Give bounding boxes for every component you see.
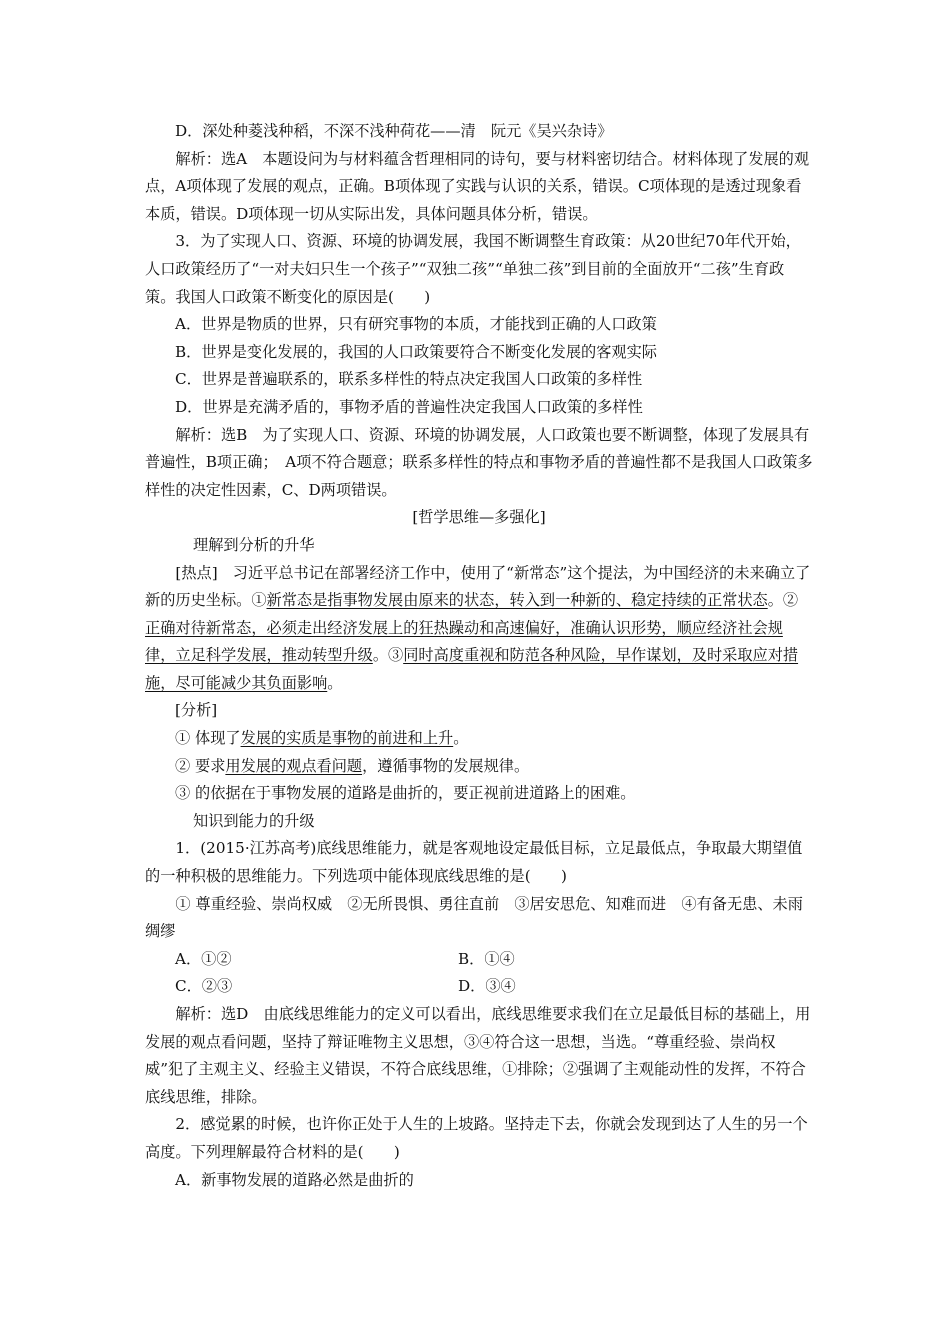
q3-option-a: A．世界是物质的世界，只有研究事物的本质，才能找到正确的人口政策 bbox=[175, 315, 657, 334]
hot-underline-3: 同时高度重视和防范各种风险，早作谋划，及时采取应对措施，尽可能减少其负面影响 bbox=[145, 646, 799, 692]
q3-stem: 3．为了实现人口、资源、环境的协调发展，我国不断调整生育政策：从20世纪70年代开始，人口政策经历了“一对夫妇只生一个孩子”“双独二孩”“单独二孩”到目前的全面放开“二孩”生育政策。我国人口政策不断变化的原因是( ) bbox=[145, 232, 801, 306]
hot-underline-1: 新常态是指事物发展由原来的状态，转入到一种新的、稳定持续的正常状态 bbox=[266, 591, 768, 610]
hot-topic-paragraph bbox=[145, 560, 813, 698]
k1-items: ① 尊重经验、崇尚权威 ②无所畏惧、勇往直前 ③居安思危、知难而进 ④有备无患、未雨绸缪 bbox=[145, 894, 803, 941]
subsection-title-2: 知识到能力的升级 bbox=[193, 811, 315, 830]
k1-options-row-2 bbox=[145, 973, 813, 1001]
analysis-item-2-pre: ② 要求 bbox=[175, 756, 226, 775]
q2-option-d: D．深处种菱浅种稻，不深不浅种荷花——清 阮元《吴兴杂诗》 bbox=[175, 122, 613, 140]
hot-mid-1: 。② bbox=[767, 591, 799, 610]
hot-end: 。 bbox=[327, 673, 343, 692]
analysis-item-2 bbox=[145, 753, 813, 781]
k1-option-d: D．③④ bbox=[458, 977, 516, 996]
analysis-item-1 bbox=[145, 725, 813, 753]
analysis-label: [分析] bbox=[175, 701, 218, 720]
k1-option-b: B．①④ bbox=[458, 949, 515, 968]
subsection-title-1: 理解到分析的升华 bbox=[193, 535, 315, 554]
q3-option-d: D．世界是充满矛盾的，事物矛盾的普遍性决定我国人口政策的多样性 bbox=[175, 397, 643, 416]
k1-options-row-1 bbox=[145, 946, 813, 974]
analysis-item-1-post: 。 bbox=[453, 729, 469, 748]
k1-option-a: A．①② bbox=[175, 949, 232, 968]
analysis-item-1-pre: ① 体现了 bbox=[175, 729, 241, 748]
analysis-item-1-underline: 发展的实质是事物的前进和上升 bbox=[240, 729, 454, 748]
hot-mid-2: 。③ bbox=[372, 646, 404, 665]
hot-prefix: [热点] 习近平总书记在部署经济工作中，使用了“新常态”这个提法，为中国经济的未来确立了新的历史坐标。① bbox=[145, 563, 811, 610]
k1-option-c: C．②③ bbox=[175, 977, 233, 996]
q3-option-c: C．世界是普遍联系的，联系多样性的特点决定我国人口政策的多样性 bbox=[175, 370, 643, 389]
analysis-item-2-underline: 用发展的观点看问题 bbox=[225, 756, 363, 775]
k1-stem: 1．(2015·江苏高考)底线思维能力，就是客观地设定最低目标，立足最低点，争取最大期望值的一种积极的思维能力。下列选项中能体现底线思维的是( ) bbox=[145, 839, 803, 886]
k1-analysis: 解析：选D 由底线思维能力的定义可以看出，底线思维要求我们在立足最低目标的基础上，用发展的观点看问题，坚持了辩证唯物主义思想，③④符合这一思想，当选。“尊重经验、崇尚权威”犯了主观主义、经验主义错误，不符合底线思维，①排除；②强调了主观能动性的发挥，不符合底线思维，排除。 bbox=[145, 1005, 811, 1106]
q3-option-b: B．世界是变化发展的，我国的人口政策要符合不断变化发展的客观实际 bbox=[175, 342, 657, 361]
k2-stem: 2．感觉累的时候，也许你正处于人生的上坡路。坚持走下去，你就会发现到达了人生的另一个高度。下列理解最符合材料的是( ) bbox=[145, 1115, 808, 1161]
analysis-item-2-post: ，遵循事物的发展规律。 bbox=[362, 756, 530, 775]
document-page bbox=[145, 118, 813, 1194]
q2-analysis: 解析：选A 本题设问为与材料蕴含哲理相同的诗句，要与材料密切结合。材料体现了发展的观点，A项体现了发展的观点，正确。B项体现了实践与认识的关系，错误。C项体现的是透过现象看本质，错误。D项体现一切从实际出发，具体问题具体分析，错误。 bbox=[145, 149, 810, 223]
analysis-item-3: ③ 的依据在于事物发展的道路是曲折的，要正视前进道路上的困难。 bbox=[175, 784, 636, 803]
k2-option-a: A．新事物发展的道路必然是曲折的 bbox=[175, 1170, 414, 1189]
hot-underline-2: 正确对待新常态，必须走出经济发展上的狂热躁动和高速偏好，准确认识形势，顺应经济社会规律，立足科学发展，推动转型升级 bbox=[145, 618, 783, 665]
section-title: [哲学思维—多强化] bbox=[412, 508, 546, 527]
q3-analysis: 解析：选B 为了实现人口、资源、环境的协调发展，人口政策也要不断调整，体现了发展具有普遍性，B项正确； A项不符合题意；联系多样性的特点和事物矛盾的普遍性都不是我国人口政策多样性的决定性因素，C、D两项错误。 bbox=[145, 425, 813, 499]
